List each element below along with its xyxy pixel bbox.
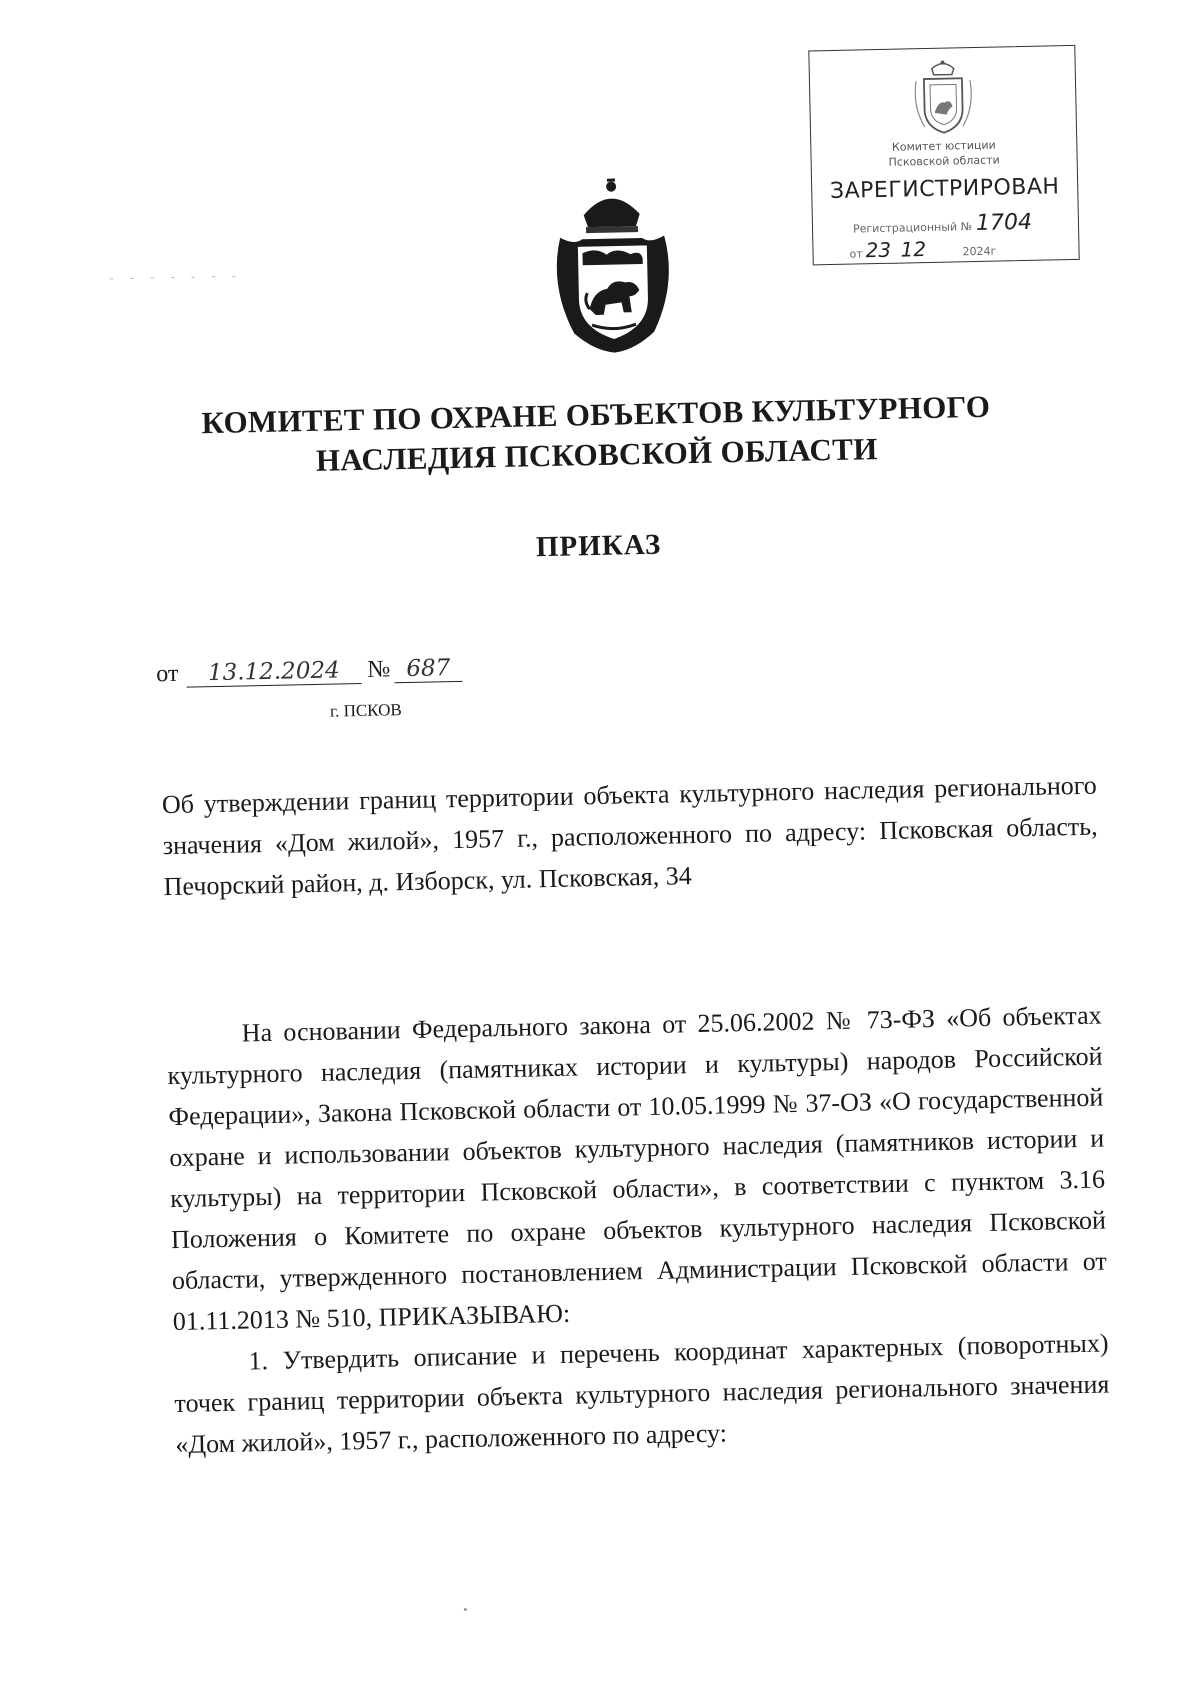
order-city: г. ПСКОВ bbox=[329, 700, 402, 721]
order-number: 687 bbox=[394, 655, 463, 683]
scan-artifact: - - - - - - - bbox=[107, 269, 241, 287]
order-date-number bbox=[156, 655, 463, 688]
coat-of-arms-icon bbox=[909, 56, 977, 139]
scan-artifact-dot bbox=[464, 1608, 467, 1611]
order-date: 13.12.2024 bbox=[186, 657, 362, 688]
stamp-date bbox=[849, 236, 996, 263]
stamp-date-prefix: от bbox=[849, 247, 863, 261]
order-subject: Об утверждении границ территории объекта культурного наследия регионального значения «Дом жилой», 1957 г., расположенного по адресу: Псковская область, Печорский район, д. Изборск, ул. Псковская, 34 bbox=[161, 770, 1098, 902]
stamp-registration-number bbox=[853, 210, 1033, 239]
order-body bbox=[166, 995, 1110, 1465]
stamp-date-day: 23 bbox=[865, 237, 892, 263]
stamp-committee-line2: Псковской области bbox=[888, 153, 1000, 169]
stamp-date-suffix: г bbox=[990, 244, 997, 258]
stamp-registered-label: ЗАРЕГИСТРИРОВАН bbox=[829, 174, 1060, 205]
order-preamble: На основании Федерального закона от 25.06.2002 № 73-ФЗ «Об объектах культурного наследия (памятниках истории и культуры) народов Российской Федерации», Закона Псковской области от 10.05.1999 № 37-ОЗ «О государственной охране и использовании объектов культурного наследия (памятников истории и культуры) на территории Псковской области», в соответствии с пунктом 3.16 Положения о Комитете по охране объектов культурного наследия Псковской области, утвержденного постановлением Администрации Псковской области от 01.11.2013 № 510, ПРИКАЗЫВАЮ: bbox=[167, 1000, 1108, 1337]
stamp-reg-number-value: 1704 bbox=[975, 209, 1033, 236]
organization-name-line2: НАСЛЕДИЯ ПСКОВСКОЙ ОБЛАСТИ bbox=[315, 431, 878, 478]
stamp-committee-line1: Комитет юстиции bbox=[891, 138, 996, 154]
organization-name-line1: КОМИТЕТ ПО ОХРАНЕ ОБЪЕКТОВ КУЛЬТУРНОГО bbox=[201, 388, 991, 441]
organization-name bbox=[121, 385, 1072, 485]
stamp-reg-label: Регистрационный № bbox=[852, 220, 973, 236]
order-number-label: № bbox=[367, 656, 391, 683]
document-type: ПРИКАЗ bbox=[535, 528, 662, 564]
order-item-1: 1. Утвердить описание и перечень координат характерных (поворотных) точек границ территории объекта культурного наследия регионального значения «Дом жилой», 1957 г., расположенного по адресу: bbox=[174, 1328, 1110, 1460]
order-date-prefix: от bbox=[155, 660, 179, 688]
stamp-date-year: 2024 bbox=[962, 244, 991, 259]
stamp-date-month: 12 bbox=[900, 237, 927, 262]
stamp-committee-name bbox=[811, 136, 1077, 172]
coat-of-arms-icon bbox=[541, 173, 685, 356]
registration-stamp bbox=[808, 45, 1079, 266]
